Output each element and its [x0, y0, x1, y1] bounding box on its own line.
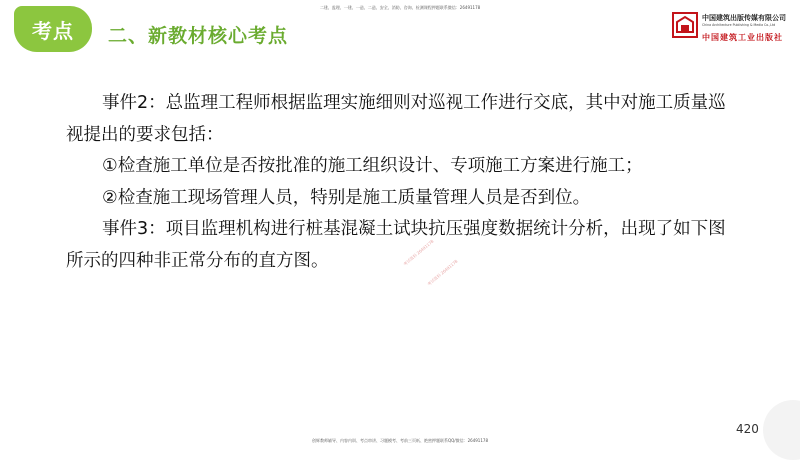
event-3-paragraph: 事件3：项目监理机构进行桩基混凝土试块抗压强度数据统计分析，出现了如下图所示的四种非正常分布的直方图。: [66, 219, 726, 271]
publisher-logo: [672, 10, 792, 44]
publisher-script-name: 中国建筑工业出版社: [702, 32, 783, 42]
topic-badge: 考点: [14, 6, 92, 52]
footer-note: 创辉教师辅导、内容内训、考点串讲、习题模考、考前三页纸、绝密押题联系QQ/微信：26491178: [311, 438, 488, 443]
decorative-circle: [763, 400, 800, 460]
publisher-name-cn: 中国建筑出版传媒有限公司: [702, 14, 786, 22]
main-content: [66, 88, 736, 277]
top-note: 二建、监理、一建、一造、二造、安全、消防、咨询、检测课程押题联系微信：26491178: [319, 5, 481, 10]
watermark: 考试资料 26491178: [426, 258, 459, 287]
requirement-item-2: ②检查施工现场管理人员，特别是施工质量管理人员是否到位。: [102, 187, 591, 208]
publisher-logo-icon: [672, 12, 698, 38]
requirement-item-1: ①检查施工单位是否按批准的施工组织设计、专项施工方案进行施工；: [102, 156, 643, 176]
publisher-name-en: China Architecture Publishing & Media Co.,Ltd: [702, 23, 776, 27]
watermark: 考试资料 26491178: [402, 238, 435, 267]
page-number: 420: [736, 422, 759, 436]
page-title: 二、新教材核心考点: [108, 25, 289, 47]
event-2-paragraph: 事件2：总监理工程师根据监理实施细则对巡视工作进行交底，其中对施工质量巡视提出的要求包括：: [66, 93, 726, 145]
